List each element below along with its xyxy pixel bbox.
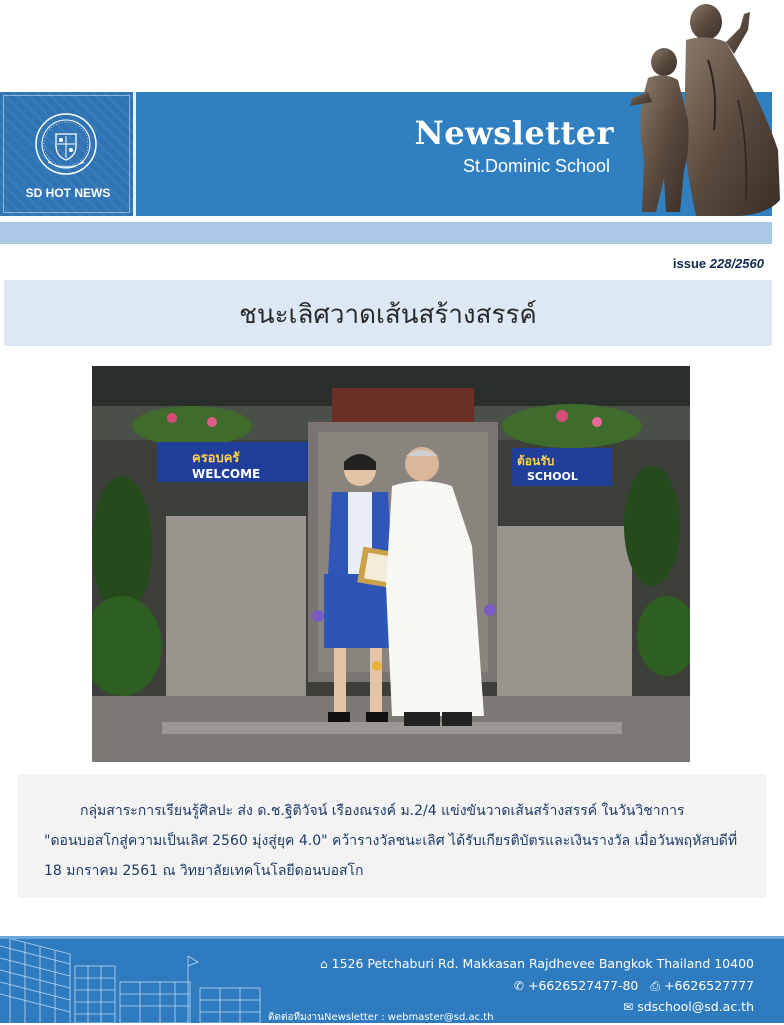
svg-text:ต้อนรับ: ต้อนรับ — [517, 454, 555, 468]
mail-icon: ✉ — [623, 1000, 634, 1014]
issue-label: issue — [672, 256, 707, 271]
issue-value: 228/2560 — [709, 256, 764, 271]
footer-phones — [514, 978, 754, 994]
article-body-line: "ดอนบอสโกสู่ความเป็นเลิศ 2560 มุ่งสู่ยุค 4.0" คว้ารางวัลชนะเลิศ ได้รับเกียรติบัตรและเงินรางวัล เมื่อวันพฤหัสบดีที่ — [44, 833, 738, 849]
newsletter-title: Newsletter — [414, 114, 614, 152]
issue-number — [560, 256, 764, 271]
footer-contact: ติดต่อทีมงานNewsletter : webmaster@sd.ac.th — [268, 1012, 494, 1023]
school-building-illustration — [0, 936, 270, 1023]
sd-hot-news-label: SD HOT NEWS — [25, 186, 111, 200]
header-light-band — [0, 222, 772, 244]
article-body — [44, 796, 744, 886]
phone-icon: ✆ — [513, 979, 524, 993]
article-body-line: กลุ่มสาระการเรียนรู้ศิลปะ ส่ง ด.ช.ฐิติวัจน์ เรืองณรงค์ ม.2/4 แข่งขันวาดเส้นสร้างสรรค์ ในวันวิชาการ — [80, 803, 685, 819]
banner-left-text: ครอบครั — [192, 451, 240, 466]
footer-email — [623, 999, 754, 1014]
newsletter-subtitle: St.Dominic School — [462, 156, 610, 176]
award-photo — [92, 366, 690, 762]
fax-text: +6626527777 — [663, 978, 754, 993]
phone-text: +6626527477-80 — [527, 978, 639, 993]
footer-top-line — [0, 936, 784, 939]
footer-address — [320, 956, 754, 971]
svg-text:SCHOOL: SCHOOL — [527, 470, 578, 483]
headline: ชนะเลิศวาดเส้นสร้างสรรค์ — [239, 300, 537, 330]
home-icon: ⌂ — [320, 957, 328, 971]
address-text: 1526 Petchaburi Rd. Makkasan Rajdhevee Bangkok Thailand 10400 — [331, 956, 754, 971]
fax-icon: ⎙ — [650, 979, 660, 993]
article-body-line: 18 มกราคม 2561 ณ วิทยาลัยเทคโนโลยีดอนบอสโก — [44, 863, 364, 879]
seal-logo-icon — [34, 112, 98, 176]
svg-text:WELCOME: WELCOME — [192, 467, 261, 481]
statue-image — [618, 0, 784, 218]
email-link[interactable]: sdschool@sd.ac.th — [637, 999, 754, 1014]
